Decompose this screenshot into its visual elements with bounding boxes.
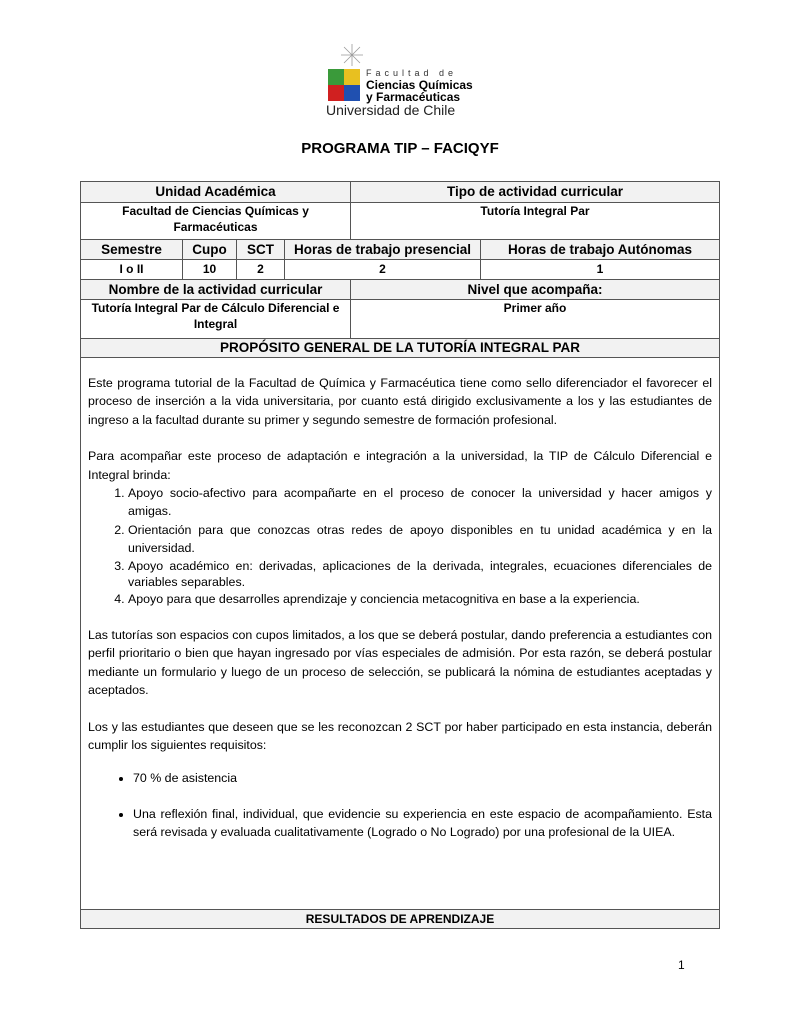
horas-presencial-value: 2 xyxy=(284,259,481,280)
paragraph: Este programa tutorial de la Facultad de Química y Farmacéutica tiene como sello diferenciador el favorecer el proceso de inserción a la vida universitaria, por cuanto está dirigido exclusivamente a los y las estudiantes de ingreso a la facultad durante su primer y segundo semestre de formación profesional. xyxy=(88,376,712,427)
list-item: • Una reflexión final, individual, que evidencie su experiencia en este espacio de acompañamiento. Esta será revisada y evaluada cualitativamente (Logrado o No Logrado) por una profesional de la UIEA. xyxy=(133,805,712,842)
paragraph: Los y las estudiantes que deseen que se les reconozcan 2 SCT por haber participado en esta instancia, deberán cumplir los siguientes requisitos: xyxy=(88,719,712,753)
tipo-value: Tutoría Integral Par xyxy=(350,202,720,240)
list-item: 4. Apoyo para que desarrolles aprendizaje y conciencia metacognitiva en base a la experiencia. xyxy=(128,590,712,608)
semestre-value: I o II xyxy=(80,259,183,280)
unidad-value: Facultad de Ciencias Químicas y Farmacéuticas xyxy=(80,202,351,240)
sct-value: 2 xyxy=(236,259,285,280)
faculty-logo xyxy=(322,42,482,118)
page-number: 1 xyxy=(678,958,685,972)
semestre-header: Semestre xyxy=(80,239,183,260)
nombre-value: Tutoría Integral Par de Cálculo Diferencial e Integral xyxy=(80,299,351,339)
logo-text: Ciencias Químicas xyxy=(366,78,473,92)
logo-text: Universidad de Chile xyxy=(326,102,456,118)
horas-autonomas-value: 1 xyxy=(480,259,720,280)
cupo-header: Cupo xyxy=(182,239,237,260)
list-item: 3. Apoyo académico en: derivadas, aplicaciones de la derivada, integrales, ecuaciones diferenciales de variables separables. xyxy=(128,558,712,590)
resultados-header: RESULTADOS DE APRENDIZAJE xyxy=(80,909,720,929)
list-item: 2. Orientación para que conozcas otras redes de apoyo disponibles en tu unidad académica y en la universidad. xyxy=(128,521,712,558)
list-item: 1. Apoyo socio-afectivo para acompañarte en el proceso de conocer la universidad y hacer amigos y amigas. xyxy=(128,484,712,521)
support-list xyxy=(88,484,712,608)
proposito-body xyxy=(80,357,720,910)
paragraph: Las tutorías son espacios con cupos limitados, a los que se deberá postular, dando preferencia a estudiantes con perfil prioritario o bien que hayan ingresado por vías especiales de admisión. Por esta razón, se deberá postular mediante un formulario y luego de un proceso de selección, se publicará la nómina de estudiantes aceptadas y aceptados. xyxy=(88,628,712,698)
tipo-header: Tipo de actividad curricular xyxy=(350,181,720,203)
unidad-header: Unidad Académica xyxy=(80,181,351,203)
logo-text: y Farmacéuticas xyxy=(366,90,461,104)
paragraph: Para acompañar este proceso de adaptación e integración a la universidad, la TIP de Cálculo Diferencial e Integral brinda: xyxy=(88,449,712,482)
list-item: • 70 % de asistencia xyxy=(133,769,712,787)
logo-text: Facultad de xyxy=(366,68,458,78)
page-title: PROGRAMA TIP – FACIQYF xyxy=(301,140,499,157)
requirements-list xyxy=(88,769,712,842)
cupo-value: 10 xyxy=(182,259,237,280)
horas-presencial-header: Horas de trabajo presencial xyxy=(284,239,481,260)
sct-header: SCT xyxy=(236,239,285,260)
nivel-value: Primer año xyxy=(350,299,720,339)
proposito-header: PROPÓSITO GENERAL DE LA TUTORÍA INTEGRAL PAR xyxy=(80,338,720,358)
nivel-header: Nivel que acompaña: xyxy=(350,279,720,300)
nombre-header: Nombre de la actividad curricular xyxy=(80,279,351,300)
horas-autonomas-header: Horas de trabajo Autónomas xyxy=(480,239,720,260)
